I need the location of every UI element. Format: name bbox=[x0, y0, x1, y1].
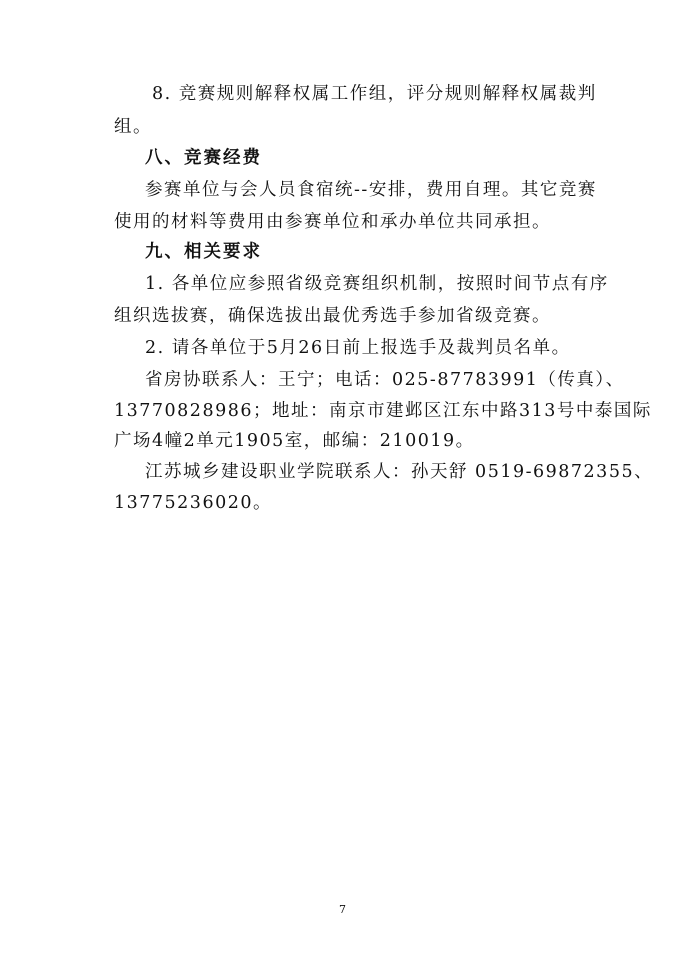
rule-interpretation-line-2: 组。 bbox=[114, 117, 152, 137]
requirement-1-line-1: 1. 各单位应参照省级竞赛组织机制，按照时间节点有序 bbox=[145, 274, 609, 294]
rule-interpretation-line-1: 8. 竞赛规则解释权属工作组，评分规则解释权属裁判 bbox=[152, 84, 597, 104]
contact-association-line-1: 省房协联系人：王宁；电话：025-87783991（传真）、 bbox=[145, 370, 625, 390]
section-heading-requirements: 九、相关要求 bbox=[145, 242, 262, 262]
contact-college-line-1: 江苏城乡建设职业学院联系人：孙天舒 0519-69872355、 bbox=[145, 462, 654, 482]
contact-college-line-2: 13775236020。 bbox=[114, 493, 272, 513]
page-number: 7 bbox=[339, 903, 346, 916]
requirement-1-line-2: 组织选拔赛，确保选拔出最优秀选手参加省级竞赛。 bbox=[114, 306, 551, 326]
contact-association-line-2: 13770828986；地址：南京市建邺区江东中路313号中泰国际 bbox=[114, 401, 652, 421]
expenses-line-2: 使用的材料等费用由参赛单位和承办单位共同承担。 bbox=[114, 212, 551, 232]
contact-association-line-3: 广场4幢2单元1905室，邮编：210019。 bbox=[114, 431, 475, 451]
section-heading-expenses: 八、竞赛经费 bbox=[145, 148, 262, 168]
requirement-2-line: 2. 请各单位于5月26日前上报选手及裁判员名单。 bbox=[145, 338, 571, 358]
expenses-line-1: 参赛单位与会人员食宿统--安排，费用自理。其它竞赛 bbox=[145, 180, 597, 200]
